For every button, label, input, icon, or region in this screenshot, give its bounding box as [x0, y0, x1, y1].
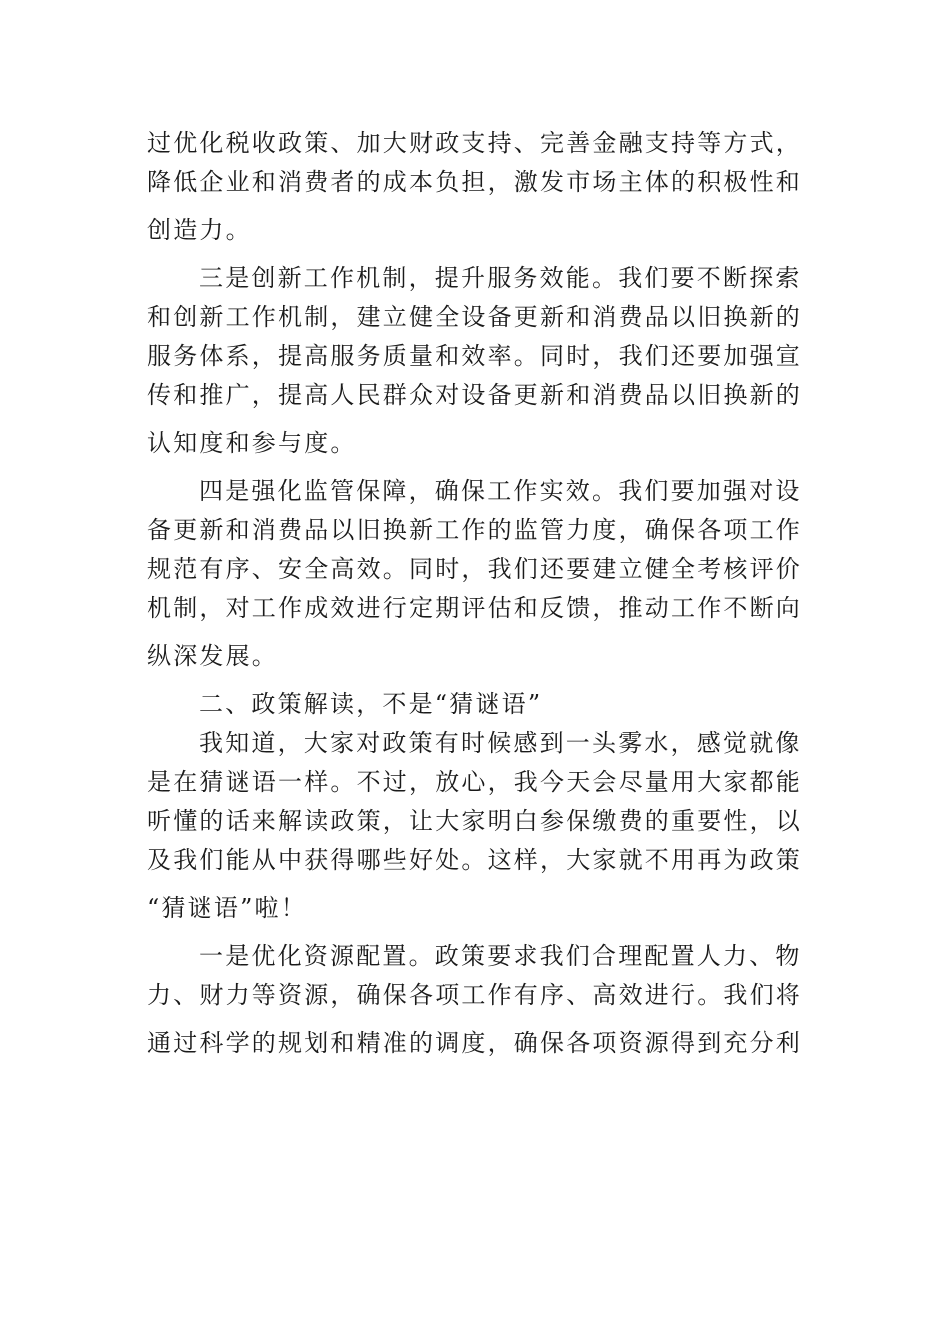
- document-body: [147, 124, 807, 1063]
- paragraph-strengthen-supervision: [147, 472, 807, 676]
- text-line: “猜谜语”啦！: [147, 894, 307, 922]
- paragraph-optimize-resources: [147, 937, 807, 1063]
- text-line: 过优化税收政策、加大财政支持、完善金融支持等方式，: [147, 129, 802, 157]
- paragraph-innovate-mechanism: [147, 259, 807, 463]
- text-line: 传和推广，提高人民群众对设备更新和消费品以旧换新的: [147, 381, 802, 409]
- text-line: 听懂的话来解读政策，让大家明白参保缴费的重要性，以: [147, 807, 802, 835]
- paragraph-policy-riddle: [147, 724, 807, 928]
- text-line: 创造力。: [147, 216, 252, 244]
- text-line: 认知度和参与度。: [147, 429, 357, 457]
- text-line: 力、财力等资源，确保各项工作有序、高效进行。我们将: [147, 981, 802, 1009]
- text-line: 规范有序、安全高效。同时，我们还要建立健全考核评价: [147, 555, 802, 583]
- text-line: 机制，对工作成效进行定期评估和反馈，推动工作不断向: [147, 594, 802, 622]
- text-line: 一是优化资源配置。政策要求我们合理配置人力、物: [199, 942, 802, 970]
- text-line: 备更新和消费品以旧换新工作的监管力度，确保各项工作: [147, 516, 802, 544]
- text-line: 通过科学的规划和精准的调度，确保各项资源得到充分利: [147, 1029, 802, 1057]
- text-line: 是在猜谜语一样。不过，放心，我今天会尽量用大家都能: [147, 768, 802, 796]
- paragraph-tax-policy-continuation: [147, 124, 807, 250]
- text-line: 纵深发展。: [147, 642, 278, 670]
- text-line: 三是创新工作机制，提升服务效能。我们要不断探索: [199, 264, 802, 292]
- heading-text: 二、政策解读，不是“猜谜语”: [199, 690, 543, 718]
- text-line: 及我们能从中获得哪些好处。这样，大家就不用再为政策: [147, 846, 802, 874]
- text-line: 四是强化监管保障，确保工作实效。我们要加强对设: [199, 477, 802, 505]
- text-line: 降低企业和消费者的成本负担，激发市场主体的积极性和: [147, 168, 802, 196]
- text-line: 我知道，大家对政策有时候感到一头雾水，感觉就像: [199, 729, 802, 757]
- section-heading-policy-interpretation: [147, 685, 807, 724]
- text-line: 和创新工作机制，建立健全设备更新和消费品以旧换新的: [147, 303, 802, 331]
- text-line: 服务体系，提高服务质量和效率。同时，我们还要加强宣: [147, 342, 802, 370]
